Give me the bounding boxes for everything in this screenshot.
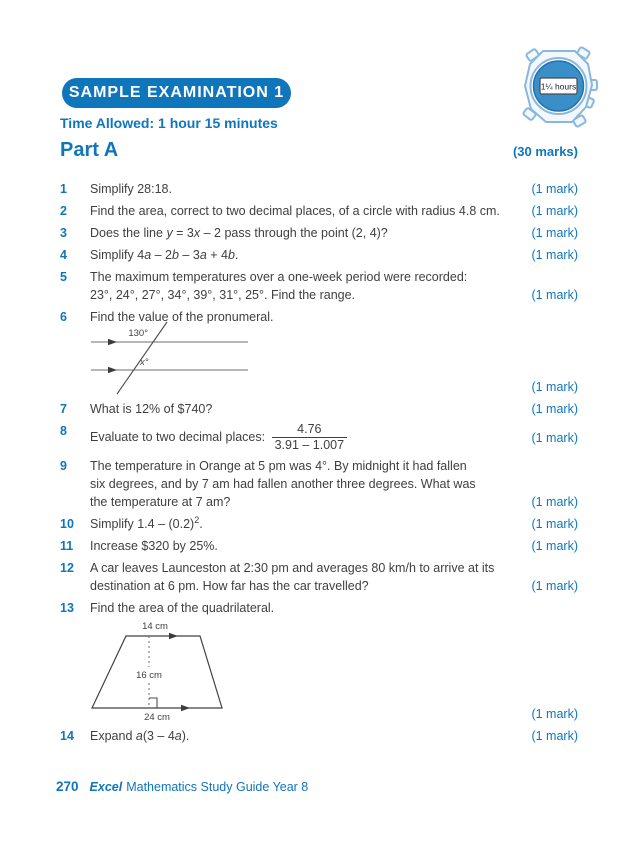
question-row [60,537,578,555]
question-row [60,599,578,723]
question-text [90,559,531,577]
question-number: 6 [60,310,67,324]
marks-label: (1 mark) [531,430,578,445]
text-segment: b [227,248,235,262]
marks-label: (1 mark) [531,517,578,531]
text-segment: six degrees, and by 7 am had fallen another three degrees. What was [90,477,476,491]
fraction [272,422,348,453]
parallel-lines-transversal-diagram [88,320,260,396]
marks-label: (1 mark) [531,729,578,743]
marks-label: (1 mark) [531,402,578,416]
question-text [90,286,531,304]
text-segment: a [174,729,182,743]
text-segment: y [166,226,173,240]
trapezium-diagram [85,619,239,723]
text-segment: Expand [90,729,136,743]
question-diagram [90,320,531,396]
marks-label: (1 mark) [531,579,578,593]
question-body [90,202,531,220]
text-segment: = 3 [172,226,194,240]
marks-label: (1 mark) [531,182,578,196]
question-number: 7 [60,402,67,416]
text-segment: – 3 [178,248,200,262]
question-text [90,475,531,493]
text-segment: Find the area of the quadrilateral. [90,601,275,615]
text-segment: – 2 [151,248,172,262]
text-segment: . [234,248,239,262]
text-segment: Simplify 1.4 – (0.2) [90,517,195,531]
page-number: 270 [56,779,79,794]
text-segment: a [199,248,207,262]
question-body [90,400,531,418]
book-title-line [90,780,309,794]
time-allowed: Time Allowed: 1 hour 15 minutes [60,115,278,131]
question-number: 3 [60,226,67,240]
height-label: 16 cm [136,670,162,681]
question-row [60,559,578,595]
question-number: 10 [60,517,74,531]
question-text [90,246,531,264]
question-row [60,246,578,264]
text-segment: Simplify 28:18. [90,182,172,196]
question-number: 13 [60,601,74,615]
part-marks: (30 marks) [512,144,578,159]
question-row [60,202,578,220]
question-row [60,727,578,745]
text-segment: Find the value of the pronumeral. [90,310,274,324]
questions-list [60,180,578,749]
question-text [90,202,531,220]
question-number: 1 [60,182,67,196]
marks-label: (1 mark) [531,204,578,218]
question-number: 14 [60,729,74,743]
text-segment: 2 [194,514,200,525]
top-side-label: 14 cm [142,621,168,632]
question-row [60,268,578,304]
question-row [60,180,578,198]
question-text [90,493,531,511]
question-body [90,268,531,304]
marks-label: (1 mark) [531,495,578,509]
question-number: 8 [60,424,67,438]
text-segment: What is 12% of $740? [90,402,213,416]
text-segment: Simplify 4 [90,248,145,262]
question-row [60,515,578,533]
text-segment: . [199,517,203,531]
part-title: Part A [60,139,119,161]
question-text [90,537,531,555]
question-number: 11 [60,539,74,553]
question-row [60,422,578,453]
text-segment: Does the line [90,226,167,240]
question-text [90,180,531,198]
angle-x-label: x° [140,357,149,368]
text-segment: Increase $320 by 25%. [90,539,218,553]
marks-label: (1 mark) [531,380,578,394]
question-text [90,599,531,617]
watch-time-label: 1¼ hours [540,81,577,92]
text-segment: – 2 pass through the point (2, 4)? [200,226,388,240]
question-row [60,457,578,511]
question-text [90,727,531,745]
question-text [90,457,531,475]
question-body [90,246,531,264]
text-segment: destination at 6 pm. How far has the car travelled? [90,579,369,593]
book-title: Mathematics Study Guide Year 8 [126,780,309,794]
question-body [90,180,531,198]
page-footer [56,779,308,794]
text-segment: a [144,248,152,262]
marks-label: (1 mark) [531,539,578,553]
question-body [90,727,531,745]
text-segment: A car leaves Launceston at 2:30 pm and averages 80 km/h to arrive at its [90,561,495,575]
text-segment: the temperature at 7 am? [90,495,231,509]
question-body [90,308,531,396]
question-row [60,308,578,396]
text-segment: x [193,226,201,240]
part-header [60,139,578,162]
question-text [90,268,531,286]
question-diagram [90,619,531,723]
marks-label: (1 mark) [531,288,578,302]
question-text [90,515,531,533]
text-segment: 23°, 24°, 27°, 34°, 39°, 31°, 25°. Find the range. [90,288,356,302]
question-text [90,422,531,453]
angle-130-label: 130° [128,328,148,339]
question-body [90,599,531,723]
question-text [90,224,531,242]
text-segment: + 4 [206,248,228,262]
question-body [90,457,531,511]
question-row [60,400,578,418]
question-number: 2 [60,204,67,218]
exam-title-badge [62,78,291,108]
question-body [90,224,531,242]
question-text [90,577,531,595]
text-segment: Find the area, correct to two decimal places, of a circle with radius 4.8 cm. [90,204,500,218]
question-body [90,559,531,595]
brand-name: Excel [89,780,123,794]
question-body [90,537,531,555]
text-segment: The maximum temperatures over a one-week period were recorded: [90,270,468,284]
text-segment: a [135,729,143,743]
question-body [90,422,531,453]
question-row [60,224,578,242]
fraction-denominator: 3.91 – 1.007 [274,438,345,452]
fraction-numerator: 4.76 [272,422,348,438]
text-segment: ). [181,729,190,743]
text-segment: (3 – 4 [142,729,175,743]
question-number: 5 [60,270,67,284]
question-text [90,400,531,418]
text-segment: b [172,248,179,262]
text-segment: Evaluate to two decimal places: [90,429,269,444]
stopwatch-icon [519,45,599,134]
question-number: 9 [60,459,67,473]
question-number: 12 [60,561,74,575]
text-segment: The temperature in Orange at 5 pm was 4°. By midnight it had fallen [90,459,467,473]
question-body [90,515,531,533]
marks-label: (1 mark) [531,226,578,240]
question-number: 4 [60,248,67,262]
marks-label: (1 mark) [531,707,578,721]
marks-label: (1 mark) [531,248,578,262]
bottom-side-label: 24 cm [144,712,170,723]
exam-title: SAMPLE EXAMINATION 1 [68,84,285,101]
